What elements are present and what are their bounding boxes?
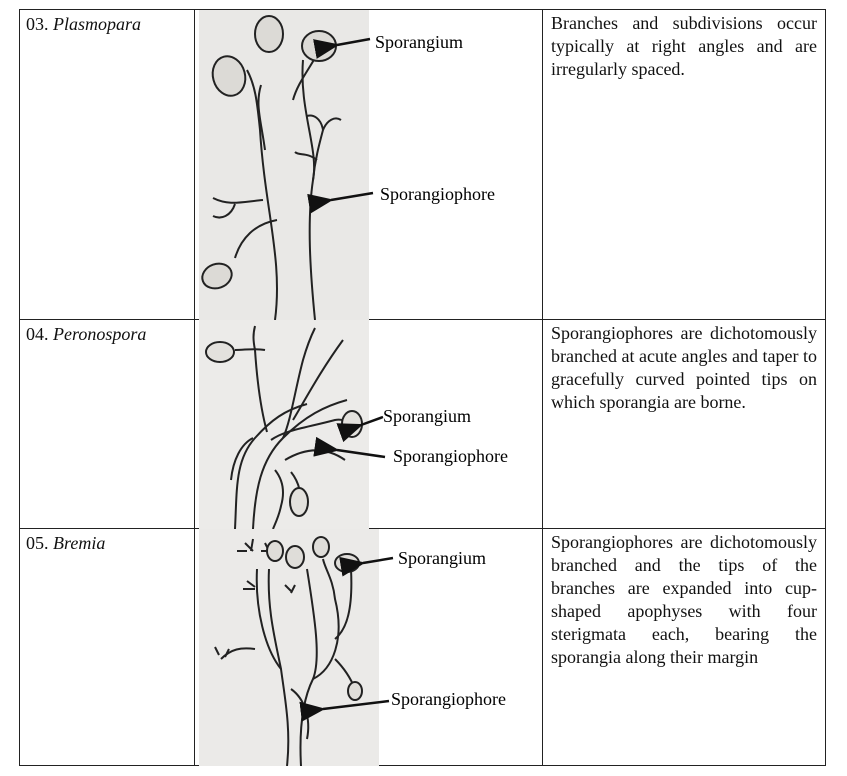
name-cell [20,10,195,320]
label-sporangium: Sporangium [398,548,486,568]
organism-table [19,9,826,766]
label-sporangiophore: Sporangiophore [380,184,495,204]
figure-cell [195,529,543,766]
figure-cell [195,320,543,529]
description: Branches and subdivisions occur typically at right angles and are irregularly spaced. [551,13,817,79]
label-sporangium: Sporangium [375,32,463,52]
organism-name [20,10,194,34]
table-row [20,529,826,766]
row-number: 04. [26,324,49,344]
bremia-figure [195,529,542,766]
genus-name: Peronospora [53,324,147,344]
label-sporangiophore: Sporangiophore [391,689,506,709]
row-number: 05. [26,533,49,553]
description-cell [543,320,826,529]
row-number: 03. [26,14,49,34]
description: Sporangiophores are dichotomously branched and the tips of the branches are expanded into cup-shaped apophyses with four sterigmata each, bearing the sporangia along their margin [551,532,817,667]
peronospora-figure [195,320,542,529]
organism-name [20,320,194,344]
figure-cell [195,10,543,320]
table-row [20,320,826,529]
description-cell [543,529,826,766]
label-sporangiophore: Sporangiophore [393,446,508,466]
table-row [20,10,826,320]
name-cell [20,320,195,529]
genus-name: Bremia [53,533,106,553]
description: Sporangiophores are dichotomously branched at acute angles and taper to gracefully curved pointed tips on which sporangia are borne. [551,323,817,412]
description-cell [543,10,826,320]
plasmopara-figure [195,10,542,320]
genus-name: Plasmopara [53,14,142,34]
name-cell [20,529,195,766]
organism-name [20,529,194,553]
label-sporangium: Sporangium [383,406,471,426]
